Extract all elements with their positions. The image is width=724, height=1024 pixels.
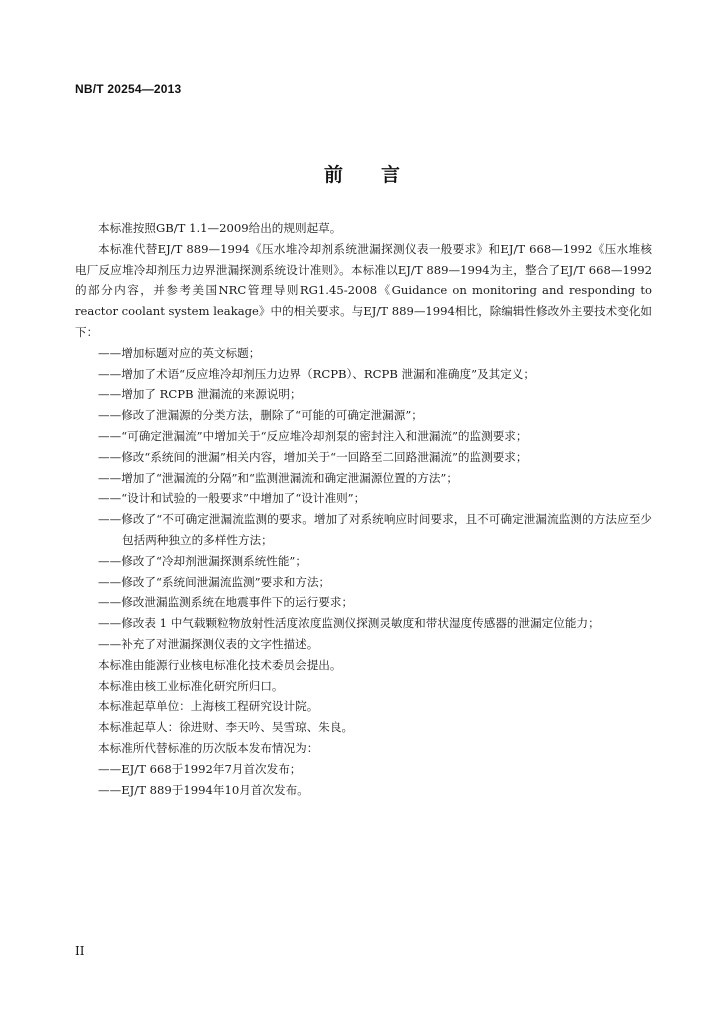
change-item: ——“可确定泄漏流”中增加关于“反应堆冷却剂泵的密封注入和泄漏流”的监测要求； xyxy=(98,428,528,443)
change-item: ——增加了术语“反应堆冷却剂压力边界（RCPB）、RCPB 泄漏和准确度”及其定义； xyxy=(98,366,535,381)
standard-code-header: NB/T 20254—2013 xyxy=(75,82,182,96)
drafting-organization-paragraph: 本标准起草单位：上海核工程研究设计院。 xyxy=(98,699,319,714)
change-item: ——修改“系统间的泄漏”相关内容，增加关于“一回路至二回路泄漏流”的监测要求； xyxy=(98,449,528,464)
change-item: ——增加了 RCPB 泄漏流的来源说明； xyxy=(98,387,302,402)
drafters-paragraph: 本标准起草人：徐进财、李天吟、吴雪琼、朱良。 xyxy=(98,720,354,735)
change-item: ——增加了“泄漏流的分隔”和“监测泄漏流和确定泄漏源位置的方法”； xyxy=(98,470,458,485)
proposer-paragraph: 本标准由能源行业核电标准化技术委员会提出。 xyxy=(98,657,342,672)
change-item: ——修改表 1 中气载颗粒物放射性活度浓度监测仪探测灵敏度和带状湿度传感器的泄漏定位能力； xyxy=(98,616,600,631)
change-item: ——补充了对泄漏探测仪表的文字性描述。 xyxy=(98,636,319,651)
version-history-intro: 本标准所代替标准的历次版本发布情况为： xyxy=(98,740,319,755)
change-item: ——修改了“冷却剂泄漏探测系统性能”； xyxy=(98,553,307,568)
drafting-rules-paragraph: 本标准按照GB/T 1.1—2009给出的规则起草。 xyxy=(98,221,342,235)
history-item: ——EJ/T 889于1994年10月首次发布。 xyxy=(98,782,309,797)
change-item: ——增加标题对应的英文标题； xyxy=(98,345,261,360)
change-item: ——修改了泄漏源的分类方法，删除了“可能的可确定泄漏源”； xyxy=(98,408,423,423)
version-history-list xyxy=(75,759,652,801)
centralized-management-paragraph: 本标准由核工业标准化研究所归口。 xyxy=(98,678,284,693)
page-number: II xyxy=(75,944,85,958)
technical-changes-list xyxy=(75,343,652,655)
title-char-2: 言 xyxy=(381,164,401,186)
change-item: ——修改了“不可确定泄漏流监测的要求。增加了对系统响应时间要求，且不可确定泄漏流监测的方法应至少包括两种独立的多样性方法； xyxy=(98,512,652,547)
change-item: ——修改了“系统间泄漏流监测”要求和方法； xyxy=(98,574,331,589)
change-item: ——“设计和试验的一般要求”中增加了“设计准则”； xyxy=(98,491,366,506)
title-char-1: 前 xyxy=(323,164,343,186)
history-item: ——EJ/T 668于1992年7月首次发布； xyxy=(98,761,302,776)
page-title xyxy=(0,160,724,187)
foreword-body xyxy=(75,218,652,800)
change-item: ——修改泄漏监测系统在地震事件下的运行要求； xyxy=(98,595,354,610)
replacement-paragraph: 本标准代替EJ/T 889—1994《压水堆冷却剂系统泄漏探测仪表一般要求》和EJ/T 668—1992《压水堆核电厂反应堆冷却剂压力边界泄漏探测系统设计准则》。本标准以EJ/T 889—1994为主，整合了EJ/T 668—1992的部分内容，并参考美国NRC管理导则RG1.45-2008《Guidance on monitoring and responding to reactor coolant system leakage》中的相关要求。与EJ/T 889—1994相比，除编辑性修改外主要技术变化如下： xyxy=(75,241,653,339)
